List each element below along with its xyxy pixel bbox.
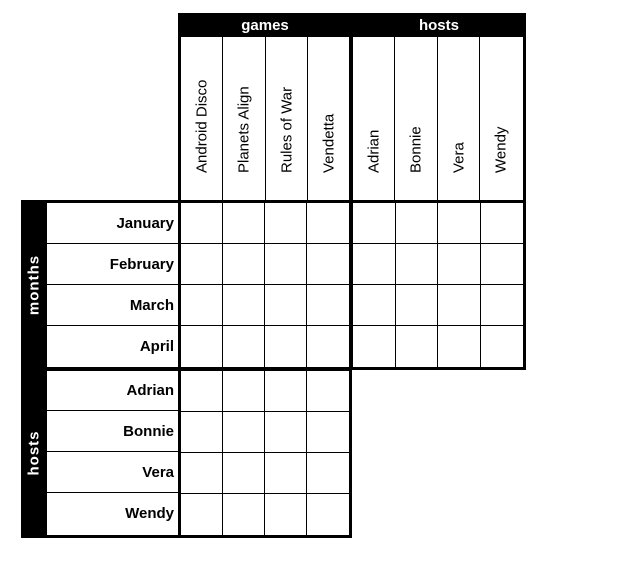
grid-cell[interactable] — [307, 494, 349, 535]
grid-cell[interactable] — [307, 285, 349, 326]
grid-cell[interactable] — [181, 285, 223, 326]
row-label-january: January — [116, 215, 174, 232]
column-label-android-disco: Android Disco — [193, 79, 211, 173]
grid-cell[interactable] — [181, 203, 223, 244]
column-label-vendetta: Vendetta — [320, 113, 338, 173]
grid-cell[interactable] — [265, 371, 307, 412]
grid-hosts-games — [178, 368, 352, 538]
grid-cell[interactable] — [353, 285, 396, 326]
grid-months-games — [178, 200, 352, 370]
grid-cell[interactable] — [223, 326, 265, 367]
row-label-february: February — [109, 256, 174, 273]
grid-cell[interactable] — [265, 453, 307, 494]
grid-cell[interactable] — [307, 412, 349, 453]
grid-cell[interactable] — [265, 412, 307, 453]
row-label-vera: Vera — [142, 464, 174, 481]
grid-cell[interactable] — [353, 326, 396, 367]
grid-cell[interactable] — [265, 244, 307, 285]
grid-cell[interactable] — [307, 203, 349, 244]
grid-cell[interactable] — [438, 285, 481, 326]
grid-cell[interactable] — [223, 285, 265, 326]
grid-cell[interactable] — [307, 371, 349, 412]
grid-cell[interactable] — [181, 371, 223, 412]
grid-cell[interactable] — [265, 326, 307, 367]
grid-cell[interactable] — [223, 412, 265, 453]
grid-cell[interactable] — [181, 494, 223, 535]
grid-cell[interactable] — [223, 453, 265, 494]
games-header-label: games — [241, 16, 289, 34]
row-label-march: March — [129, 297, 174, 314]
grid-cell[interactable] — [481, 203, 524, 244]
grid-cell[interactable] — [265, 494, 307, 535]
column-label-bonnie: Bonnie — [407, 126, 425, 173]
months-side-header-label: months — [25, 254, 43, 316]
grid-cell[interactable] — [181, 412, 223, 453]
grid-cell[interactable] — [481, 326, 524, 367]
grid-months-hosts — [350, 200, 526, 370]
grid-cell[interactable] — [181, 326, 223, 367]
column-label-rules-of-war: Rules of War — [278, 86, 296, 173]
column-label-wendy: Wendy — [492, 126, 510, 173]
row-label-adrian: Adrian — [126, 382, 174, 399]
grid-cell[interactable] — [438, 326, 481, 367]
grid-cell[interactable] — [481, 285, 524, 326]
hosts-side-header-label: hosts — [25, 430, 43, 476]
row-label-bonnie: Bonnie — [123, 423, 174, 440]
grid-cell[interactable] — [396, 203, 439, 244]
grid-cell[interactable] — [396, 285, 439, 326]
grid-cell[interactable] — [353, 244, 396, 285]
row-label-wendy: Wendy — [125, 505, 174, 522]
grid-cell[interactable] — [396, 244, 439, 285]
grid-cell[interactable] — [223, 371, 265, 412]
grid-cell[interactable] — [307, 453, 349, 494]
grid-cell[interactable] — [265, 203, 307, 244]
column-label-adrian: Adrian — [365, 129, 383, 173]
grid-cell[interactable] — [181, 453, 223, 494]
grid-cell[interactable] — [223, 494, 265, 535]
grid-cell[interactable] — [353, 203, 396, 244]
column-label-planets-align: Planets Align — [235, 86, 253, 173]
grid-cell[interactable] — [396, 326, 439, 367]
column-label-vera: Vera — [450, 142, 468, 173]
grid-cell[interactable] — [307, 326, 349, 367]
grid-cell[interactable] — [438, 244, 481, 285]
grid-cell[interactable] — [438, 203, 481, 244]
row-label-april: April — [139, 338, 174, 355]
grid-cell[interactable] — [223, 203, 265, 244]
grid-cell[interactable] — [481, 244, 524, 285]
grid-cell[interactable] — [223, 244, 265, 285]
hosts-header-label: hosts — [418, 16, 459, 34]
grid-cell[interactable] — [307, 244, 349, 285]
grid-cell[interactable] — [181, 244, 223, 285]
grid-cell[interactable] — [265, 285, 307, 326]
